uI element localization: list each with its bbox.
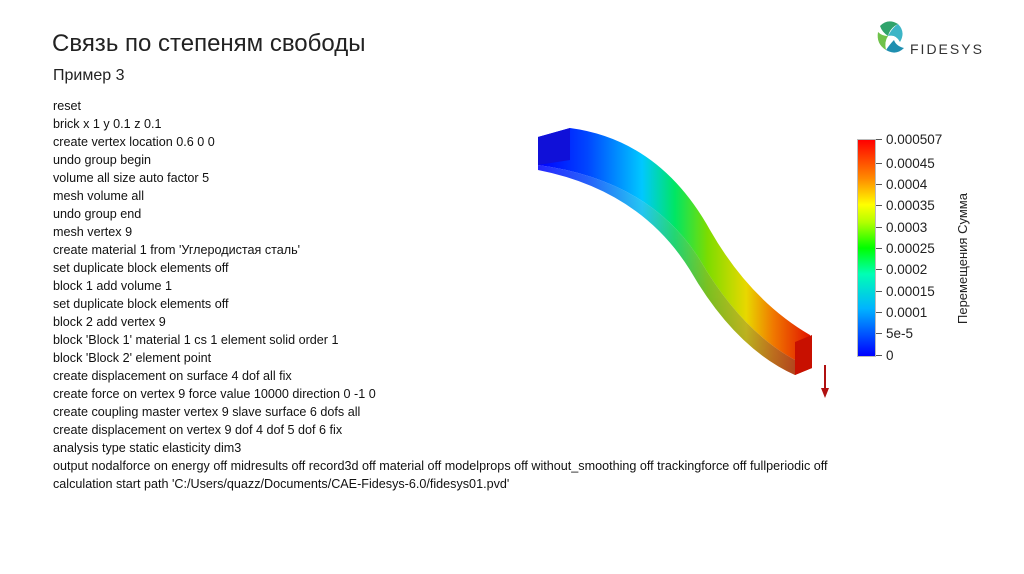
tick-label: 0.0002 [886, 262, 928, 278]
code-line: block 'Block 1' material 1 cs 1 element solid order 1 [53, 333, 339, 347]
tick-label: 0.0001 [886, 304, 928, 320]
tick-mark [876, 312, 882, 313]
legend-tick [876, 156, 956, 170]
code-line: set duplicate block elements off [53, 297, 229, 311]
tick-mark [876, 163, 882, 164]
legend-ticks [876, 131, 956, 363]
code-line: block 1 add volume 1 [53, 279, 173, 293]
legend-title: Перемещения Сумма [955, 193, 970, 324]
deformed-beam [538, 128, 812, 375]
code-line: undo group begin [53, 153, 152, 167]
tick-mark [876, 355, 882, 356]
tick-mark [876, 139, 882, 140]
tick-label: 0.000507 [886, 131, 943, 147]
legend-tick [876, 348, 956, 362]
code-line: reset [53, 99, 81, 113]
code-line: volume all size auto factor 5 [53, 171, 210, 185]
slide-subtitle: Пример 3 [53, 67, 125, 84]
tick-label: 0.0004 [886, 177, 928, 193]
beam-displacement-plot [520, 120, 840, 410]
tick-label: 0.00015 [886, 283, 935, 299]
tick-label: 5e-5 [886, 326, 914, 342]
code-line: block 'Block 2' element point [53, 351, 212, 365]
code-line: create force on vertex 9 force value 10000 direction 0 -1 0 [53, 387, 376, 401]
tick-mark [876, 227, 882, 228]
legend-tick [876, 263, 956, 277]
force-arrow [821, 365, 829, 398]
logo-text: FIDESYS [910, 41, 984, 57]
legend-tick [876, 199, 956, 213]
code-line: mesh volume all [53, 189, 144, 203]
slide-title: Связь по степеням свободы [52, 30, 366, 57]
tick-label: 0.0003 [886, 219, 928, 235]
code-line: output nodalforce on energy off midresults off record3d off material off modelprops off without_smoothing off trackingforce off fullperiodic off [53, 459, 828, 473]
code-line: set duplicate block elements off [53, 261, 229, 275]
legend-tick [876, 132, 956, 146]
tick-label: 0.00045 [886, 155, 935, 171]
tick-mark [876, 333, 882, 334]
code-line: brick x 1 y 0.1 z 0.1 [53, 117, 162, 131]
tick-mark [876, 205, 882, 206]
code-line: create material 1 from 'Углеродистая сталь' [53, 243, 301, 257]
tick-label: 0.00025 [886, 240, 935, 256]
legend-tick [876, 305, 956, 319]
code-line: calculation start path 'C:/Users/quazz/Documents/CAE-Fidesys-6.0/fidesys01.pvd' [53, 477, 510, 491]
legend-tick [876, 220, 956, 234]
code-line: analysis type static elasticity dim3 [53, 441, 242, 455]
tick-mark [876, 291, 882, 292]
code-line: create displacement on surface 4 dof all fix [53, 369, 292, 383]
code-line: create vertex location 0.6 0 0 [53, 135, 215, 149]
legend-tick [876, 241, 956, 255]
tick-mark [876, 248, 882, 249]
legend-tick [876, 327, 956, 341]
legend-tick [876, 284, 956, 298]
tick-label: 0.00035 [886, 198, 935, 214]
legend-tick [876, 178, 956, 192]
code-line: undo group end [53, 207, 142, 221]
tick-label: 0 [886, 347, 894, 363]
tick-mark [876, 184, 882, 185]
code-line: create coupling master vertex 9 slave surface 6 dofs all [53, 405, 361, 419]
code-line: block 2 add vertex 9 [53, 315, 166, 329]
legend-colorbar [857, 139, 876, 357]
code-line: mesh vertex 9 [53, 225, 133, 239]
tick-mark [876, 269, 882, 270]
code-line: create displacement on vertex 9 dof 4 dof 5 dof 6 fix [53, 423, 343, 437]
